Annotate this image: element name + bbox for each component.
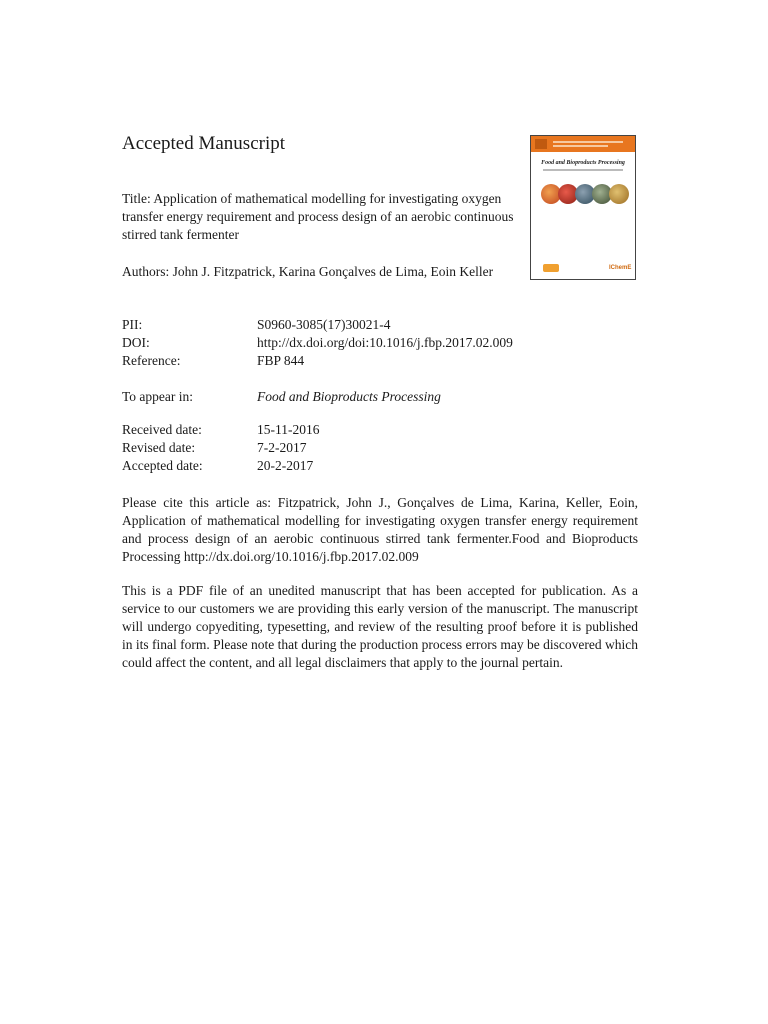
article-authors: Authors: John J. Fitzpatrick, Karina Gonçalves de Lima, Eoin Keller (122, 264, 494, 279)
cover-photo-icon (609, 184, 629, 204)
article-title: Title: Application of mathematical modelling for investigating oxygen transfer energy requirement and process design of an aerobic continuous stirred tank fermenter (122, 191, 514, 242)
accepted-date-value: 20-2-2017 (257, 458, 314, 473)
icheme-logo: IChemE (609, 265, 632, 271)
revised-date-value: 7-2-2017 (257, 440, 307, 455)
page-heading: Accepted Manuscript (122, 133, 286, 154)
citation-paragraph: Please cite this article as: Fitzpatrick, John J., Gonçalves de Lima, Karina, Keller, Eoin, Application of mathematical modelling for investigating oxygen transfer energy requirement and process design of an aerobic continuous stirred tank fermenter.Food and Bioproducts Processing http://dx.doi.org/10.1016/j.fbp.2017.02.009 (122, 495, 638, 564)
journal-cover-image (530, 135, 636, 280)
reference-value: FBP 844 (257, 353, 305, 368)
elsevier-logo-icon (535, 139, 547, 149)
cover-journal-title: Food and Bioproducts Processing (541, 160, 625, 166)
revised-date-label: Revised date: (122, 440, 196, 455)
received-date-value: 15-11-2016 (257, 422, 320, 437)
cover-header-line (553, 141, 623, 143)
efce-logo-icon (543, 264, 559, 272)
pii-value: S0960-3085(17)30021-4 (257, 317, 391, 332)
received-date-label: Received date: (122, 422, 202, 437)
cover-subtitle-line (543, 169, 623, 171)
cover-header-line (553, 145, 608, 147)
accepted-date-label: Accepted date: (122, 458, 203, 473)
doi-link[interactable]: http://dx.doi.org/doi:10.1016/j.fbp.2017.02.009 (257, 335, 513, 350)
to-appear-label: To appear in: (122, 389, 194, 404)
cover-photo-strip (541, 184, 627, 208)
manuscript-notice-paragraph: This is a PDF file of an unedited manuscript that has been accepted for publication. As a service to our customers we are providing this early version of the manuscript. The manuscript will undergo copyediting, typesetting, and review of the resulting proof before it is published in its final form. Please note that during the production process errors may be discovered which could affect the content, and all legal disclaimers that apply to the journal pertain. (122, 583, 638, 670)
cover-header-band (531, 136, 635, 152)
journal-name: Food and Bioproducts Processing (257, 389, 441, 404)
pii-label: PII: (122, 317, 143, 332)
reference-label: Reference: (122, 353, 181, 368)
doi-label: DOI: (122, 335, 150, 350)
